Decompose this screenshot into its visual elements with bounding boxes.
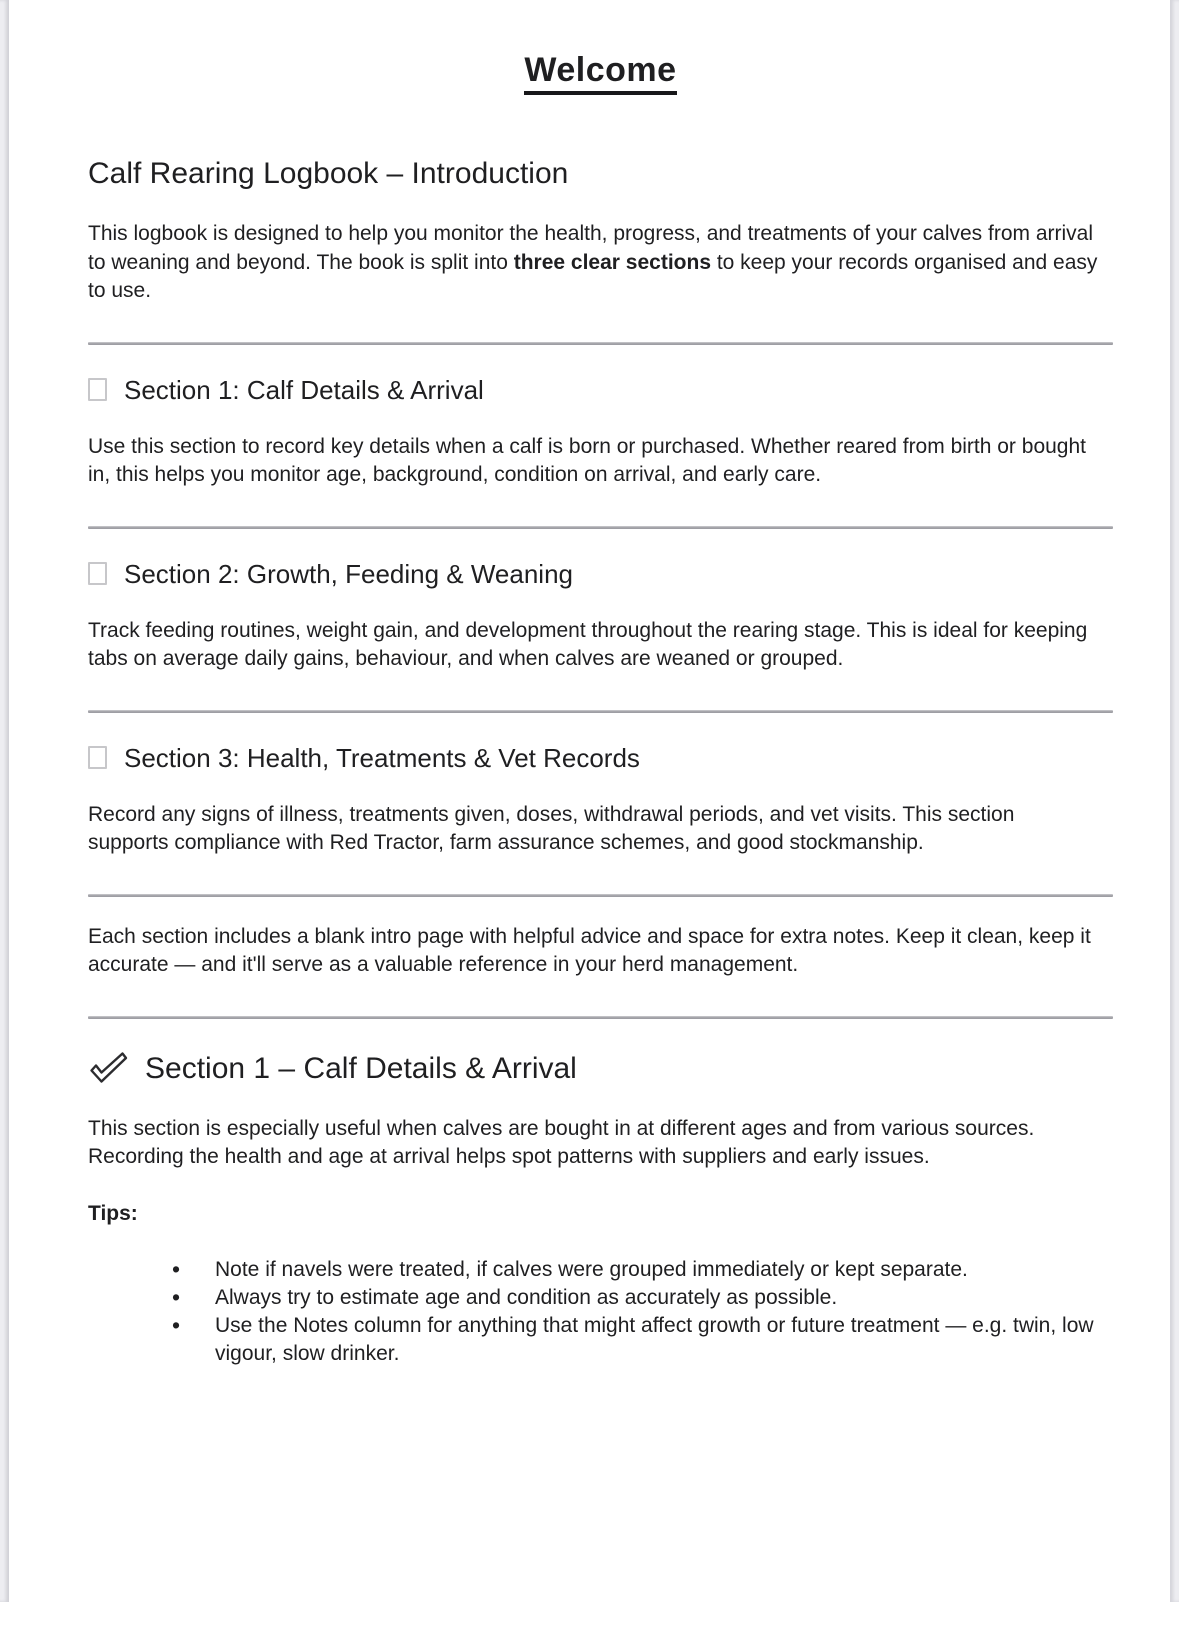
section-2-heading: [88, 557, 1113, 591]
intro-paragraph-text: This logbook is designed to help you monitor the health, progress, and treatments of your calves from arrival to weaning and beyond. The book is split into: [88, 222, 1094, 274]
intro-paragraph-text-after: to keep your records organised and easy to use.: [88, 250, 1098, 302]
section-3-heading: [88, 741, 1113, 775]
divider: [88, 342, 1113, 345]
section-2-heading-label: Section 2: Growth, Feeding & Weaning: [124, 558, 573, 589]
closing-note-paragraph: Each section includes a blank intro page with helpful advice and space for extra notes. Keep it clean, keep it accurate — and it'll serve as a valuable reference in your herd management.: [88, 924, 1091, 976]
section-1-heading-label: Section 1: Calf Details & Arrival: [124, 374, 484, 405]
placeholder-box-icon: [88, 378, 107, 401]
document-content: [88, 0, 1113, 1368]
section-1-heading: [88, 373, 1113, 407]
placeholder-box-icon: [88, 562, 107, 585]
viewer-margin-right: [1170, 0, 1179, 1602]
viewer-margin-left: [0, 0, 9, 1602]
section-1-detail-heading: [88, 1049, 1113, 1089]
intro-paragraph-bold-text: three clear sections: [513, 250, 711, 274]
section-3-paragraph: Record any signs of illness, treatments given, doses, withdrawal periods, and vet visits. This section supports compliance with Red Tractor, farm assurance schemes, and good stockmanship.: [88, 802, 1015, 854]
placeholder-box-icon: [88, 746, 107, 769]
check-icon: [88, 1051, 128, 1085]
tip-item-text: Note if navels were treated, if calves were grouped immediately or kept separate.: [215, 1257, 968, 1281]
intro-paragraph: [88, 220, 1100, 306]
welcome-title-row: [88, 0, 1113, 94]
section-1-detail-heading-label: Section 1 – Calf Details & Arrival: [145, 1051, 577, 1085]
divider: [88, 710, 1113, 713]
tips-label: Tips:: [88, 1201, 138, 1225]
section-3-heading-label: Section 3: Health, Treatments & Vet Records: [124, 742, 640, 773]
intro-heading: Calf Rearing Logbook – Introduction: [88, 157, 569, 190]
section-2-paragraph: Track feeding routines, weight gain, and development throughout the rearing stage. This is ideal for keeping tabs on average daily gains, behaviour, and when calves are weaned or grouped.: [88, 618, 1088, 670]
tip-item: [88, 1312, 1100, 1368]
tips-list: [88, 1256, 1100, 1368]
section-1-detail-paragraph: This section is especially useful when calves are bought in at different ages and from various sources. Recording the health and age at arrival helps spot patterns with suppliers and early issues.: [88, 1116, 1035, 1168]
tip-item: [88, 1284, 1100, 1312]
tip-item-text: Always try to estimate age and condition as accurately as possible.: [215, 1285, 838, 1309]
divider: [88, 894, 1113, 897]
section-1-paragraph: Use this section to record key details when a calf is born or purchased. Whether reared from birth or bought in, this helps you monitor age, background, condition on arrival, and early care.: [88, 434, 1086, 486]
divider: [88, 526, 1113, 529]
tip-item-text: Use the Notes column for anything that might affect growth or future treatment — e.g. twin, low vigour, slow drinker.: [215, 1313, 1094, 1365]
divider: [88, 1016, 1113, 1019]
document-page: [9, 0, 1170, 1602]
page-title: Welcome: [524, 50, 676, 95]
tip-item: [88, 1256, 1100, 1284]
